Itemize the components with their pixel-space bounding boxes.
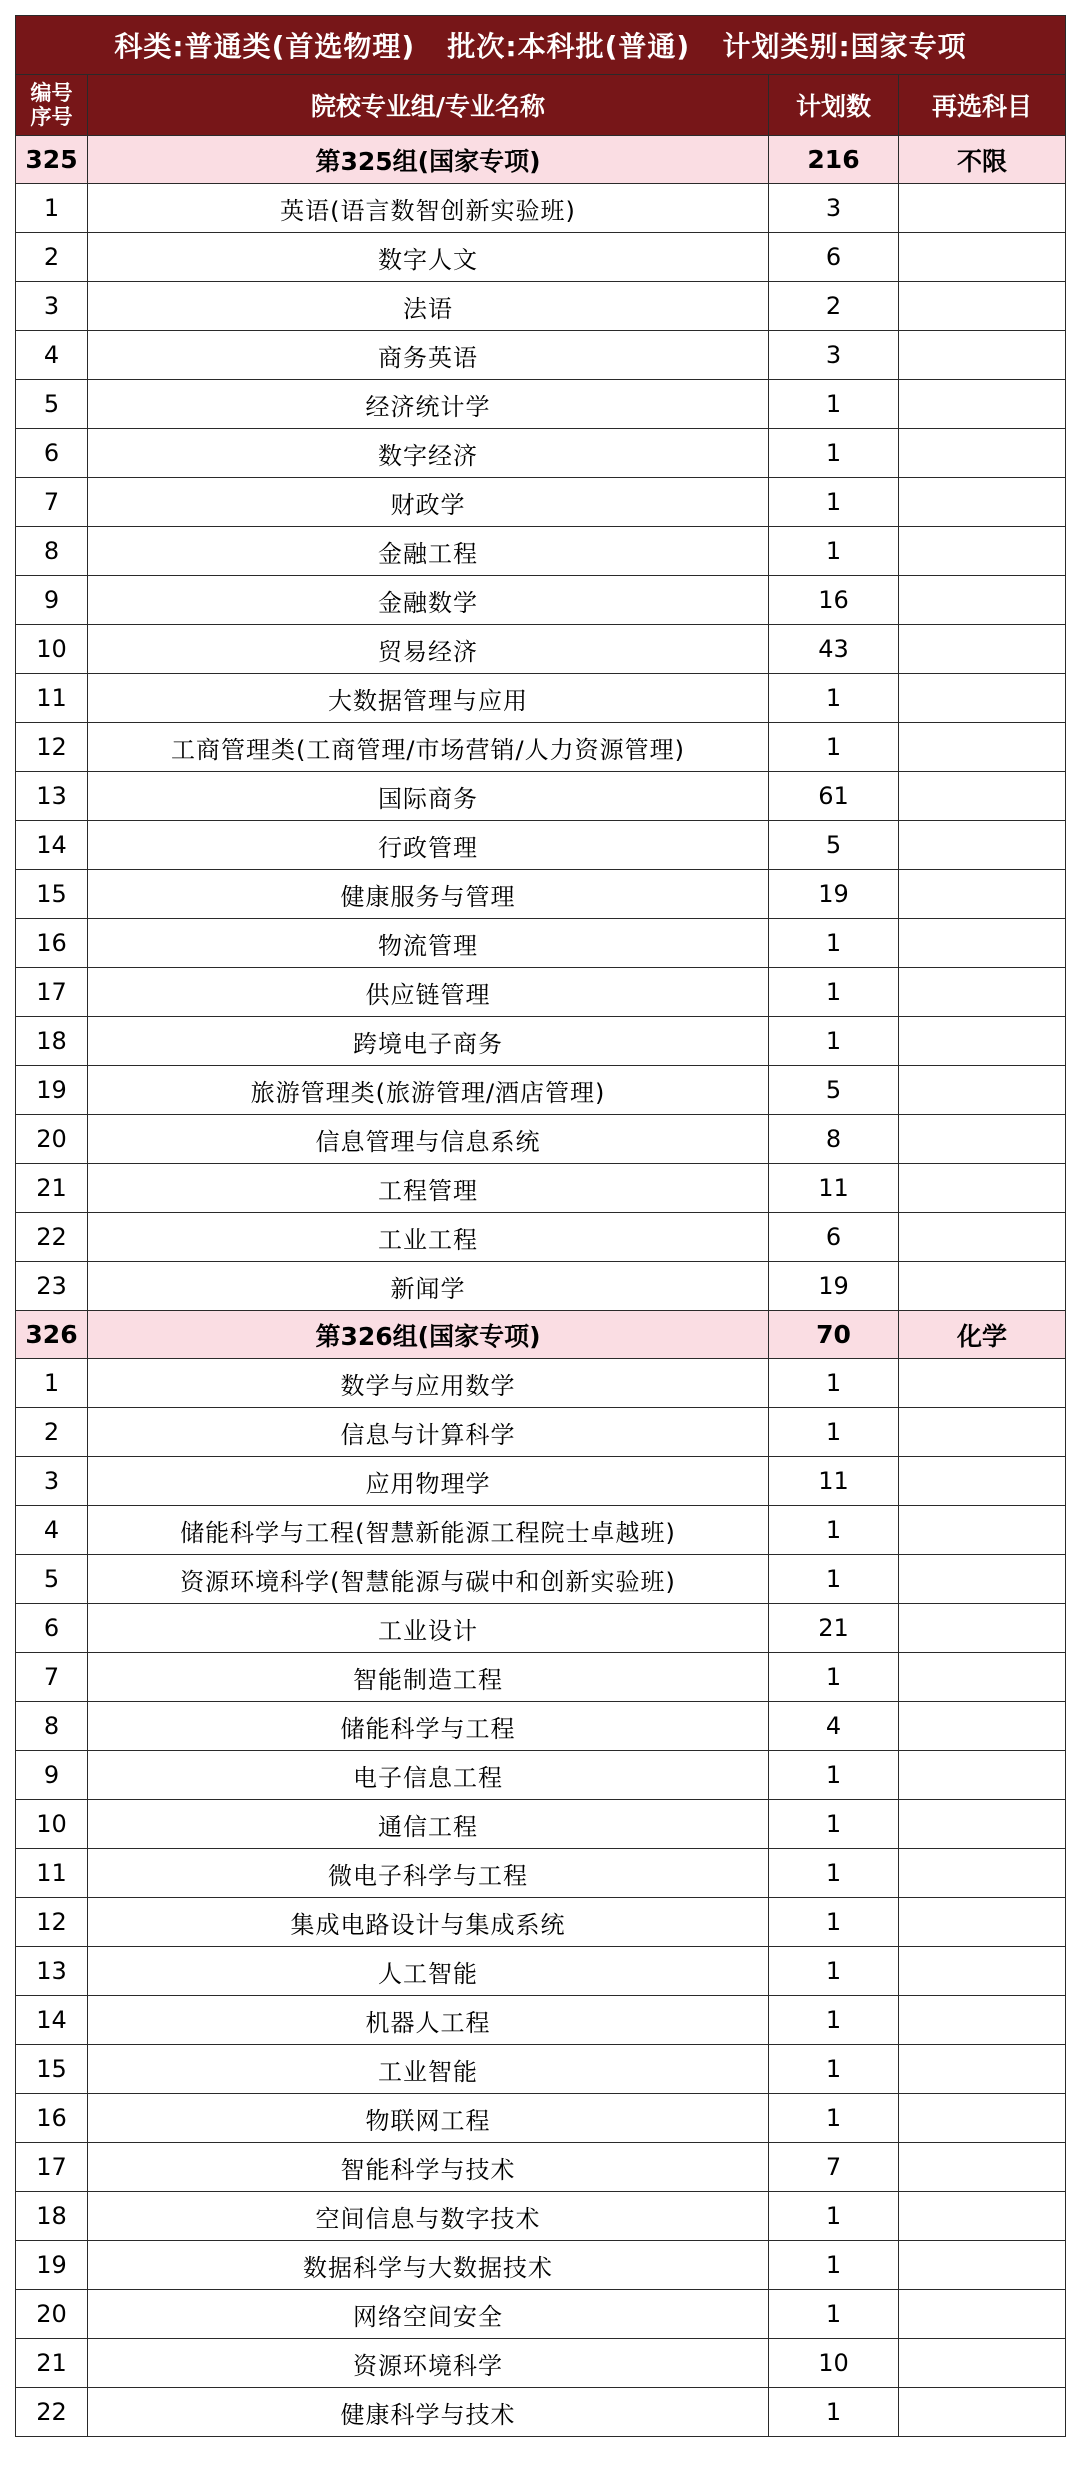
- row-number: 5: [16, 380, 88, 429]
- elective-subject: [899, 2290, 1066, 2339]
- elective-subject: [899, 1702, 1066, 1751]
- row-number: 19: [16, 1066, 88, 1115]
- column-header-subject: 再选科目: [899, 75, 1066, 136]
- plan-count: 1: [769, 1017, 899, 1066]
- major-name: 智能制造工程: [88, 1653, 769, 1702]
- major-name: 数据科学与大数据技术: [88, 2241, 769, 2290]
- major-name: 工业智能: [88, 2045, 769, 2094]
- elective-subject: [899, 1751, 1066, 1800]
- row-number: 23: [16, 1262, 88, 1311]
- row-number: 1: [16, 184, 88, 233]
- table-row: [16, 2094, 1066, 2143]
- table-row: [16, 1800, 1066, 1849]
- title-row: [16, 16, 1066, 75]
- elective-subject: [899, 1898, 1066, 1947]
- table-row: [16, 1751, 1066, 1800]
- table-row: [16, 1066, 1066, 1115]
- row-number: 14: [16, 1996, 88, 2045]
- major-name: 储能科学与工程: [88, 1702, 769, 1751]
- row-number: 12: [16, 723, 88, 772]
- major-name: 机器人工程: [88, 1996, 769, 2045]
- row-number: 11: [16, 674, 88, 723]
- elective-subject: [899, 2192, 1066, 2241]
- table-row: [16, 527, 1066, 576]
- major-name: 英语(语言数智创新实验班): [88, 184, 769, 233]
- plan-count: 1: [769, 1849, 899, 1898]
- table-row: [16, 1408, 1066, 1457]
- table-row: [16, 1164, 1066, 1213]
- elective-subject: [899, 527, 1066, 576]
- plan-count: 1: [769, 1653, 899, 1702]
- row-number: 12: [16, 1898, 88, 1947]
- major-name: 智能科学与技术: [88, 2143, 769, 2192]
- plan-count: 1: [769, 380, 899, 429]
- plan-count: 3: [769, 184, 899, 233]
- major-name: 微电子科学与工程: [88, 1849, 769, 1898]
- row-number: 15: [16, 870, 88, 919]
- table-row: [16, 1702, 1066, 1751]
- table-row: [16, 674, 1066, 723]
- plan-count: 1: [769, 2388, 899, 2437]
- row-number: 3: [16, 1457, 88, 1506]
- row-number: 4: [16, 331, 88, 380]
- table-row: [16, 2388, 1066, 2437]
- major-name: 人工智能: [88, 1947, 769, 1996]
- plan-count: 1: [769, 2094, 899, 2143]
- table-row: [16, 1017, 1066, 1066]
- plan-count: 1: [769, 527, 899, 576]
- table-row: [16, 1947, 1066, 1996]
- column-header-number: [16, 75, 88, 136]
- row-number: 18: [16, 2192, 88, 2241]
- major-name: 金融工程: [88, 527, 769, 576]
- plan-count: 11: [769, 1164, 899, 1213]
- elective-subject: [899, 968, 1066, 1017]
- plan-count: 10: [769, 2339, 899, 2388]
- column-header-plan: 计划数: [769, 75, 899, 136]
- plan-count: 8: [769, 1115, 899, 1164]
- elective-subject: [899, 1359, 1066, 1408]
- row-number: 22: [16, 1213, 88, 1262]
- major-name: 数学与应用数学: [88, 1359, 769, 1408]
- plan-count: 1: [769, 1506, 899, 1555]
- elective-subject: [899, 1849, 1066, 1898]
- elective-subject: [899, 2094, 1066, 2143]
- row-number: 9: [16, 1751, 88, 1800]
- row-number: 18: [16, 1017, 88, 1066]
- elective-subject: [899, 1017, 1066, 1066]
- table-row: [16, 331, 1066, 380]
- row-number: 14: [16, 821, 88, 870]
- elective-subject: [899, 625, 1066, 674]
- column-header-name: 院校专业组/专业名称: [88, 75, 769, 136]
- row-number: 17: [16, 968, 88, 1017]
- plan-count: 1: [769, 1751, 899, 1800]
- elective-subject: [899, 1066, 1066, 1115]
- major-name: 数字经济: [88, 429, 769, 478]
- major-name: 法语: [88, 282, 769, 331]
- table-row: [16, 1849, 1066, 1898]
- column-header-number-line1: 编号: [30, 81, 73, 105]
- plan-count: 1: [769, 1555, 899, 1604]
- elective-subject: [899, 2388, 1066, 2437]
- elective-subject: [899, 2143, 1066, 2192]
- major-name: 电子信息工程: [88, 1751, 769, 1800]
- row-number: 21: [16, 1164, 88, 1213]
- elective-subject: [899, 380, 1066, 429]
- elective-subject: [899, 674, 1066, 723]
- major-name: 贸易经济: [88, 625, 769, 674]
- elective-subject: [899, 282, 1066, 331]
- plan-count: 21: [769, 1604, 899, 1653]
- row-number: 13: [16, 772, 88, 821]
- elective-subject: [899, 2339, 1066, 2388]
- group-name: 第325组(国家专项): [88, 136, 769, 184]
- plan-table: [15, 15, 1066, 2437]
- table-row: [16, 821, 1066, 870]
- table-row: [16, 429, 1066, 478]
- plan-count: 61: [769, 772, 899, 821]
- major-name: 工业设计: [88, 1604, 769, 1653]
- table-row: [16, 1996, 1066, 2045]
- table-row: [16, 1213, 1066, 1262]
- row-number: 10: [16, 625, 88, 674]
- row-number: 9: [16, 576, 88, 625]
- row-number: 20: [16, 1115, 88, 1164]
- major-name: 数字人文: [88, 233, 769, 282]
- plan-count: 43: [769, 625, 899, 674]
- elective-subject: [899, 331, 1066, 380]
- table-row: [16, 2290, 1066, 2339]
- plan-count: 2: [769, 282, 899, 331]
- row-number: 11: [16, 1849, 88, 1898]
- plan-count: 1: [769, 1947, 899, 1996]
- elective-subject: [899, 184, 1066, 233]
- table-row: [16, 1359, 1066, 1408]
- group-plan: 216: [769, 136, 899, 184]
- table-row: [16, 968, 1066, 1017]
- plan-count: 1: [769, 1800, 899, 1849]
- major-name: 网络空间安全: [88, 2290, 769, 2339]
- major-name: 物联网工程: [88, 2094, 769, 2143]
- major-name: 商务英语: [88, 331, 769, 380]
- plan-count: 5: [769, 1066, 899, 1115]
- elective-subject: [899, 772, 1066, 821]
- sheet-title: 科类:普通类(首选物理) 批次:本科批(普通) 计划类别:国家专项: [16, 16, 1066, 75]
- plan-count: 3: [769, 331, 899, 380]
- major-name: 国际商务: [88, 772, 769, 821]
- plan-count: 1: [769, 2241, 899, 2290]
- elective-subject: [899, 1800, 1066, 1849]
- table-row: [16, 233, 1066, 282]
- elective-subject: [899, 1115, 1066, 1164]
- row-number: 22: [16, 2388, 88, 2437]
- plan-count: 1: [769, 478, 899, 527]
- elective-subject: [899, 1604, 1066, 1653]
- major-name: 工业工程: [88, 1213, 769, 1262]
- row-number: 19: [16, 2241, 88, 2290]
- row-number: 3: [16, 282, 88, 331]
- major-name: 大数据管理与应用: [88, 674, 769, 723]
- group-row: [16, 136, 1066, 184]
- major-name: 储能科学与工程(智慧新能源工程院士卓越班): [88, 1506, 769, 1555]
- column-header-number-line2: 序号: [30, 105, 73, 129]
- major-name: 信息管理与信息系统: [88, 1115, 769, 1164]
- group-plan: 70: [769, 1311, 899, 1359]
- table-row: [16, 1506, 1066, 1555]
- plan-count: 11: [769, 1457, 899, 1506]
- major-name: 应用物理学: [88, 1457, 769, 1506]
- table-row: [16, 2339, 1066, 2388]
- elective-subject: [899, 1506, 1066, 1555]
- plan-count: 1: [769, 429, 899, 478]
- plan-count: 1: [769, 1408, 899, 1457]
- row-number: 16: [16, 919, 88, 968]
- major-name: 资源环境科学: [88, 2339, 769, 2388]
- row-number: 6: [16, 1604, 88, 1653]
- table-row: [16, 282, 1066, 331]
- major-name: 信息与计算科学: [88, 1408, 769, 1457]
- group-subject: 不限: [899, 136, 1066, 184]
- plan-count: 1: [769, 674, 899, 723]
- major-name: 经济统计学: [88, 380, 769, 429]
- plan-count: 1: [769, 919, 899, 968]
- table-row: [16, 919, 1066, 968]
- column-header-row: [16, 75, 1066, 136]
- group-name: 第326组(国家专项): [88, 1311, 769, 1359]
- major-name: 资源环境科学(智慧能源与碳中和创新实验班): [88, 1555, 769, 1604]
- table-row: [16, 1555, 1066, 1604]
- major-name: 旅游管理类(旅游管理/酒店管理): [88, 1066, 769, 1115]
- elective-subject: [899, 1653, 1066, 1702]
- plan-count: 19: [769, 870, 899, 919]
- elective-subject: [899, 2241, 1066, 2290]
- elective-subject: [899, 1947, 1066, 1996]
- row-number: 8: [16, 1702, 88, 1751]
- elective-subject: [899, 233, 1066, 282]
- row-number: 2: [16, 233, 88, 282]
- elective-subject: [899, 821, 1066, 870]
- row-number: 7: [16, 478, 88, 527]
- row-number: 13: [16, 1947, 88, 1996]
- table-row: [16, 2143, 1066, 2192]
- major-name: 工程管理: [88, 1164, 769, 1213]
- elective-subject: [899, 870, 1066, 919]
- major-name: 金融数学: [88, 576, 769, 625]
- row-number: 15: [16, 2045, 88, 2094]
- elective-subject: [899, 2045, 1066, 2094]
- plan-table-body: [16, 136, 1066, 2437]
- elective-subject: [899, 919, 1066, 968]
- plan-count: 1: [769, 1898, 899, 1947]
- table-row: [16, 576, 1066, 625]
- group-code: 325: [16, 136, 88, 184]
- major-name: 财政学: [88, 478, 769, 527]
- table-row: [16, 478, 1066, 527]
- table-row: [16, 184, 1066, 233]
- table-row: [16, 1898, 1066, 1947]
- table-row: [16, 1115, 1066, 1164]
- row-number: 20: [16, 2290, 88, 2339]
- major-name: 通信工程: [88, 1800, 769, 1849]
- table-row: [16, 772, 1066, 821]
- row-number: 4: [16, 1506, 88, 1555]
- elective-subject: [899, 429, 1066, 478]
- plan-count: 1: [769, 2290, 899, 2339]
- table-row: [16, 1262, 1066, 1311]
- elective-subject: [899, 723, 1066, 772]
- row-number: 16: [16, 2094, 88, 2143]
- elective-subject: [899, 576, 1066, 625]
- plan-count: 1: [769, 1359, 899, 1408]
- group-subject: 化学: [899, 1311, 1066, 1359]
- plan-count: 1: [769, 2192, 899, 2241]
- table-row: [16, 2192, 1066, 2241]
- plan-count: 1: [769, 968, 899, 1017]
- table-row: [16, 2241, 1066, 2290]
- plan-count: 6: [769, 1213, 899, 1262]
- elective-subject: [899, 478, 1066, 527]
- table-row: [16, 2045, 1066, 2094]
- row-number: 2: [16, 1408, 88, 1457]
- row-number: 21: [16, 2339, 88, 2388]
- major-name: 新闻学: [88, 1262, 769, 1311]
- major-name: 健康服务与管理: [88, 870, 769, 919]
- plan-count: 4: [769, 1702, 899, 1751]
- major-name: 工商管理类(工商管理/市场营销/人力资源管理): [88, 723, 769, 772]
- row-number: 1: [16, 1359, 88, 1408]
- table-row: [16, 625, 1066, 674]
- row-number: 17: [16, 2143, 88, 2192]
- table-row: [16, 723, 1066, 772]
- plan-count: 1: [769, 2045, 899, 2094]
- group-row: [16, 1311, 1066, 1359]
- table-row: [16, 380, 1066, 429]
- row-number: 6: [16, 429, 88, 478]
- plan-count: 5: [769, 821, 899, 870]
- major-name: 行政管理: [88, 821, 769, 870]
- group-code: 326: [16, 1311, 88, 1359]
- elective-subject: [899, 1213, 1066, 1262]
- row-number: 7: [16, 1653, 88, 1702]
- major-name: 跨境电子商务: [88, 1017, 769, 1066]
- row-number: 5: [16, 1555, 88, 1604]
- table-row: [16, 870, 1066, 919]
- plan-count: 6: [769, 233, 899, 282]
- table-row: [16, 1604, 1066, 1653]
- major-name: 健康科学与技术: [88, 2388, 769, 2437]
- table-row: [16, 1653, 1066, 1702]
- plan-count: 1: [769, 1996, 899, 2045]
- row-number: 10: [16, 1800, 88, 1849]
- elective-subject: [899, 1164, 1066, 1213]
- table-row: [16, 1457, 1066, 1506]
- plan-count: 16: [769, 576, 899, 625]
- major-name: 集成电路设计与集成系统: [88, 1898, 769, 1947]
- elective-subject: [899, 1457, 1066, 1506]
- elective-subject: [899, 1555, 1066, 1604]
- row-number: 8: [16, 527, 88, 576]
- plan-count: 1: [769, 723, 899, 772]
- elective-subject: [899, 1262, 1066, 1311]
- plan-count: 19: [769, 1262, 899, 1311]
- major-name: 供应链管理: [88, 968, 769, 1017]
- elective-subject: [899, 1996, 1066, 2045]
- major-name: 物流管理: [88, 919, 769, 968]
- plan-count: 7: [769, 2143, 899, 2192]
- elective-subject: [899, 1408, 1066, 1457]
- major-name: 空间信息与数字技术: [88, 2192, 769, 2241]
